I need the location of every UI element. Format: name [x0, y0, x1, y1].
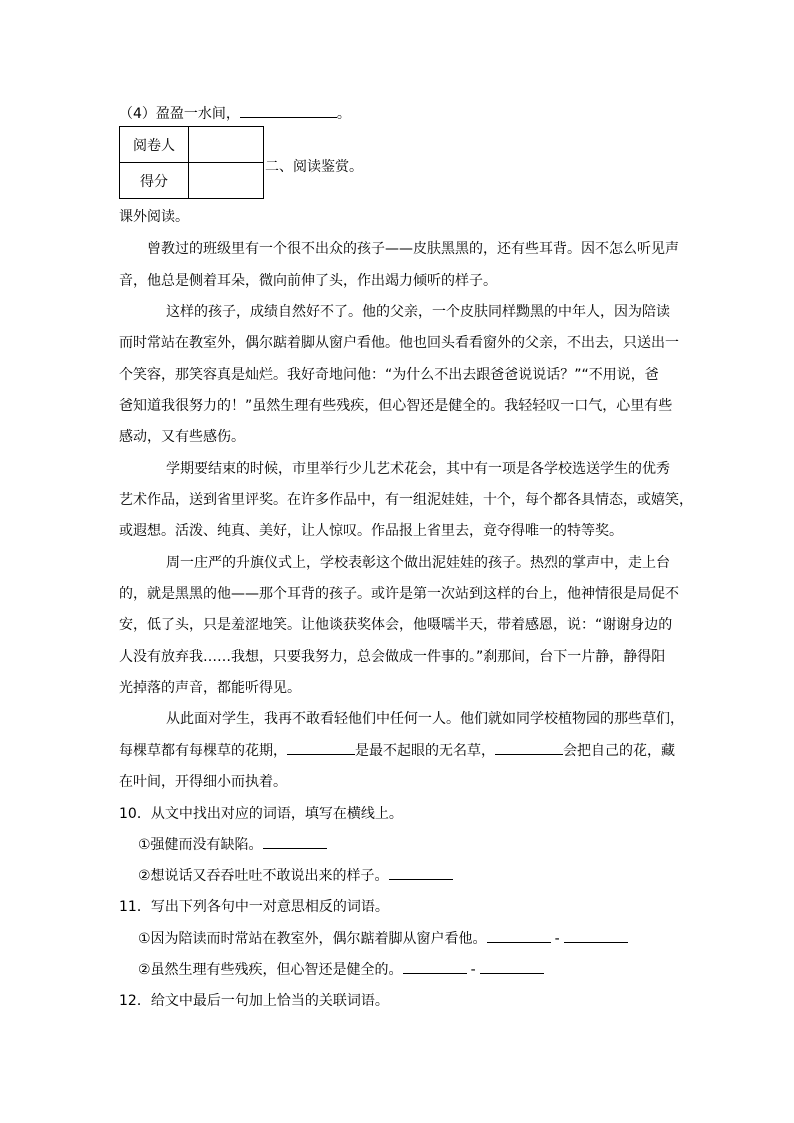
answer-blank[interactable] — [240, 103, 337, 118]
question-4-suffix: 。 — [336, 106, 351, 122]
passage-text: 会把自己的花，藏 — [563, 743, 675, 759]
answer-blank[interactable] — [564, 928, 628, 943]
answer-blank[interactable] — [487, 928, 551, 943]
answer-blank[interactable] — [480, 959, 544, 974]
passage-line: 学期要结束的时候，市里举行少儿艺术花会，其中有一项是各学校选送学生的优秀 — [166, 461, 670, 477]
reviewer-cell[interactable] — [189, 127, 264, 163]
answer-blank[interactable] — [287, 740, 355, 755]
passage-line: 或遐想。活泼、纯真、美好，让人惊叹。作品报上省里去，竟夺得唯一的特等奖。 — [119, 523, 623, 539]
passage-line: 曾教过的班级里有一个很不出众的孩子——皮肤黑黑的，还有些耳背。因不怎么听见声 — [147, 241, 679, 257]
score-cell[interactable] — [189, 163, 264, 199]
question-11: 11．写出下列各句中一对意思相反的词语。 — [119, 899, 389, 915]
passage-line: 爸知道我很努力的！”虽然生理有些残疾，但心智还是健全的。我轻轻叹一口气，心里有些 — [119, 398, 673, 414]
passage-text: 每棵草都有每棵草的花期， — [119, 743, 287, 759]
answer-blank[interactable] — [389, 865, 453, 880]
passage-line: 周一庄严的升旗仪式上，学校表彰这个做出泥娃娃的孩子。热烈的掌声中，走上台 — [166, 555, 670, 571]
subsection-title: 课外阅读。 — [119, 209, 189, 225]
question-text: ①因为陪读而时常站在教室外，偶尔踮着脚从窗户看他。 — [138, 931, 487, 947]
passage-line: 个笑容，那笑容真是灿烂。我好奇地问他：“为什么不出去跟爸爸说说话？”“不用说，爸 — [119, 367, 659, 383]
dash: - — [470, 962, 476, 978]
reviewer-label: 阅卷人 — [120, 127, 189, 163]
question-10-item-1 — [138, 834, 327, 854]
answer-blank[interactable] — [263, 834, 327, 849]
question-12: 12．给文中最后一句加上恰当的关联词语。 — [119, 993, 389, 1009]
passage-line: 这样的孩子，成绩自然好不了。他的父亲，一个皮肤同样黝黑的中年人，因为陪读 — [166, 304, 670, 320]
question-4-line — [119, 103, 351, 123]
score-label: 得分 — [120, 163, 189, 199]
answer-blank[interactable] — [495, 740, 563, 755]
passage-text: 是最不起眼的无名草， — [355, 743, 495, 759]
question-11-item-2 — [138, 959, 544, 979]
passage-line: 艺术作品，送到省里评奖。在许多作品中，有一组泥娃娃，十个，每个都各具情态，或嬉笑， — [119, 492, 693, 508]
question-text: ②虽然生理有些残疾，但心智还是健全的。 — [138, 962, 403, 978]
passage-line-with-blanks — [119, 740, 675, 760]
passage-line: 而时常站在教室外，偶尔踮着脚从窗户看他。他也回头看看窗外的父亲，不出去，只送出一 — [119, 335, 679, 351]
passage-line: 感动，又有些感伤。 — [119, 429, 245, 445]
passage-line: 在叶间，开得细小而执着。 — [119, 774, 287, 790]
answer-blank[interactable] — [403, 959, 467, 974]
section-title: 二、阅读鉴赏。 — [265, 159, 363, 175]
passage-line: 安，低了头，只是羞涩地笑。让他谈获奖体会，他嗫嚅半天，带着感恩，说：“谢谢身边的 — [119, 617, 673, 633]
passage-line: 从此面对学生，我再不敢看轻他们中任何一人。他们就如同学校植物园的那些草们， — [166, 711, 684, 727]
passage-line: 人没有放弃我……我想，只要我努力，总会做成一件事的。”刹那间，台下一片静，静得阳 — [119, 649, 666, 665]
passage-line: 的，就是黑黑的他——那个耳背的孩子。或许是第一次站到这样的台上，他神情很是局促不 — [119, 586, 679, 602]
question-11-item-1 — [138, 928, 628, 948]
dash: - — [554, 931, 560, 947]
passage-line: 光掉落的声音，都能听得见。 — [119, 680, 301, 696]
grading-table — [119, 126, 264, 199]
question-4-prefix: （4）盈盈一水间， — [119, 106, 240, 122]
question-10: 10．从文中找出对应的词语，填写在横线上。 — [119, 806, 403, 822]
question-text: ①强健而没有缺陷。 — [138, 837, 263, 853]
passage-line: 音，他总是侧着耳朵，微向前伸了头，作出竭力倾听的样子。 — [119, 273, 497, 289]
question-text: ②想说话又吞吞吐吐不敢说出来的样子。 — [138, 868, 389, 884]
question-10-item-2 — [138, 865, 453, 885]
